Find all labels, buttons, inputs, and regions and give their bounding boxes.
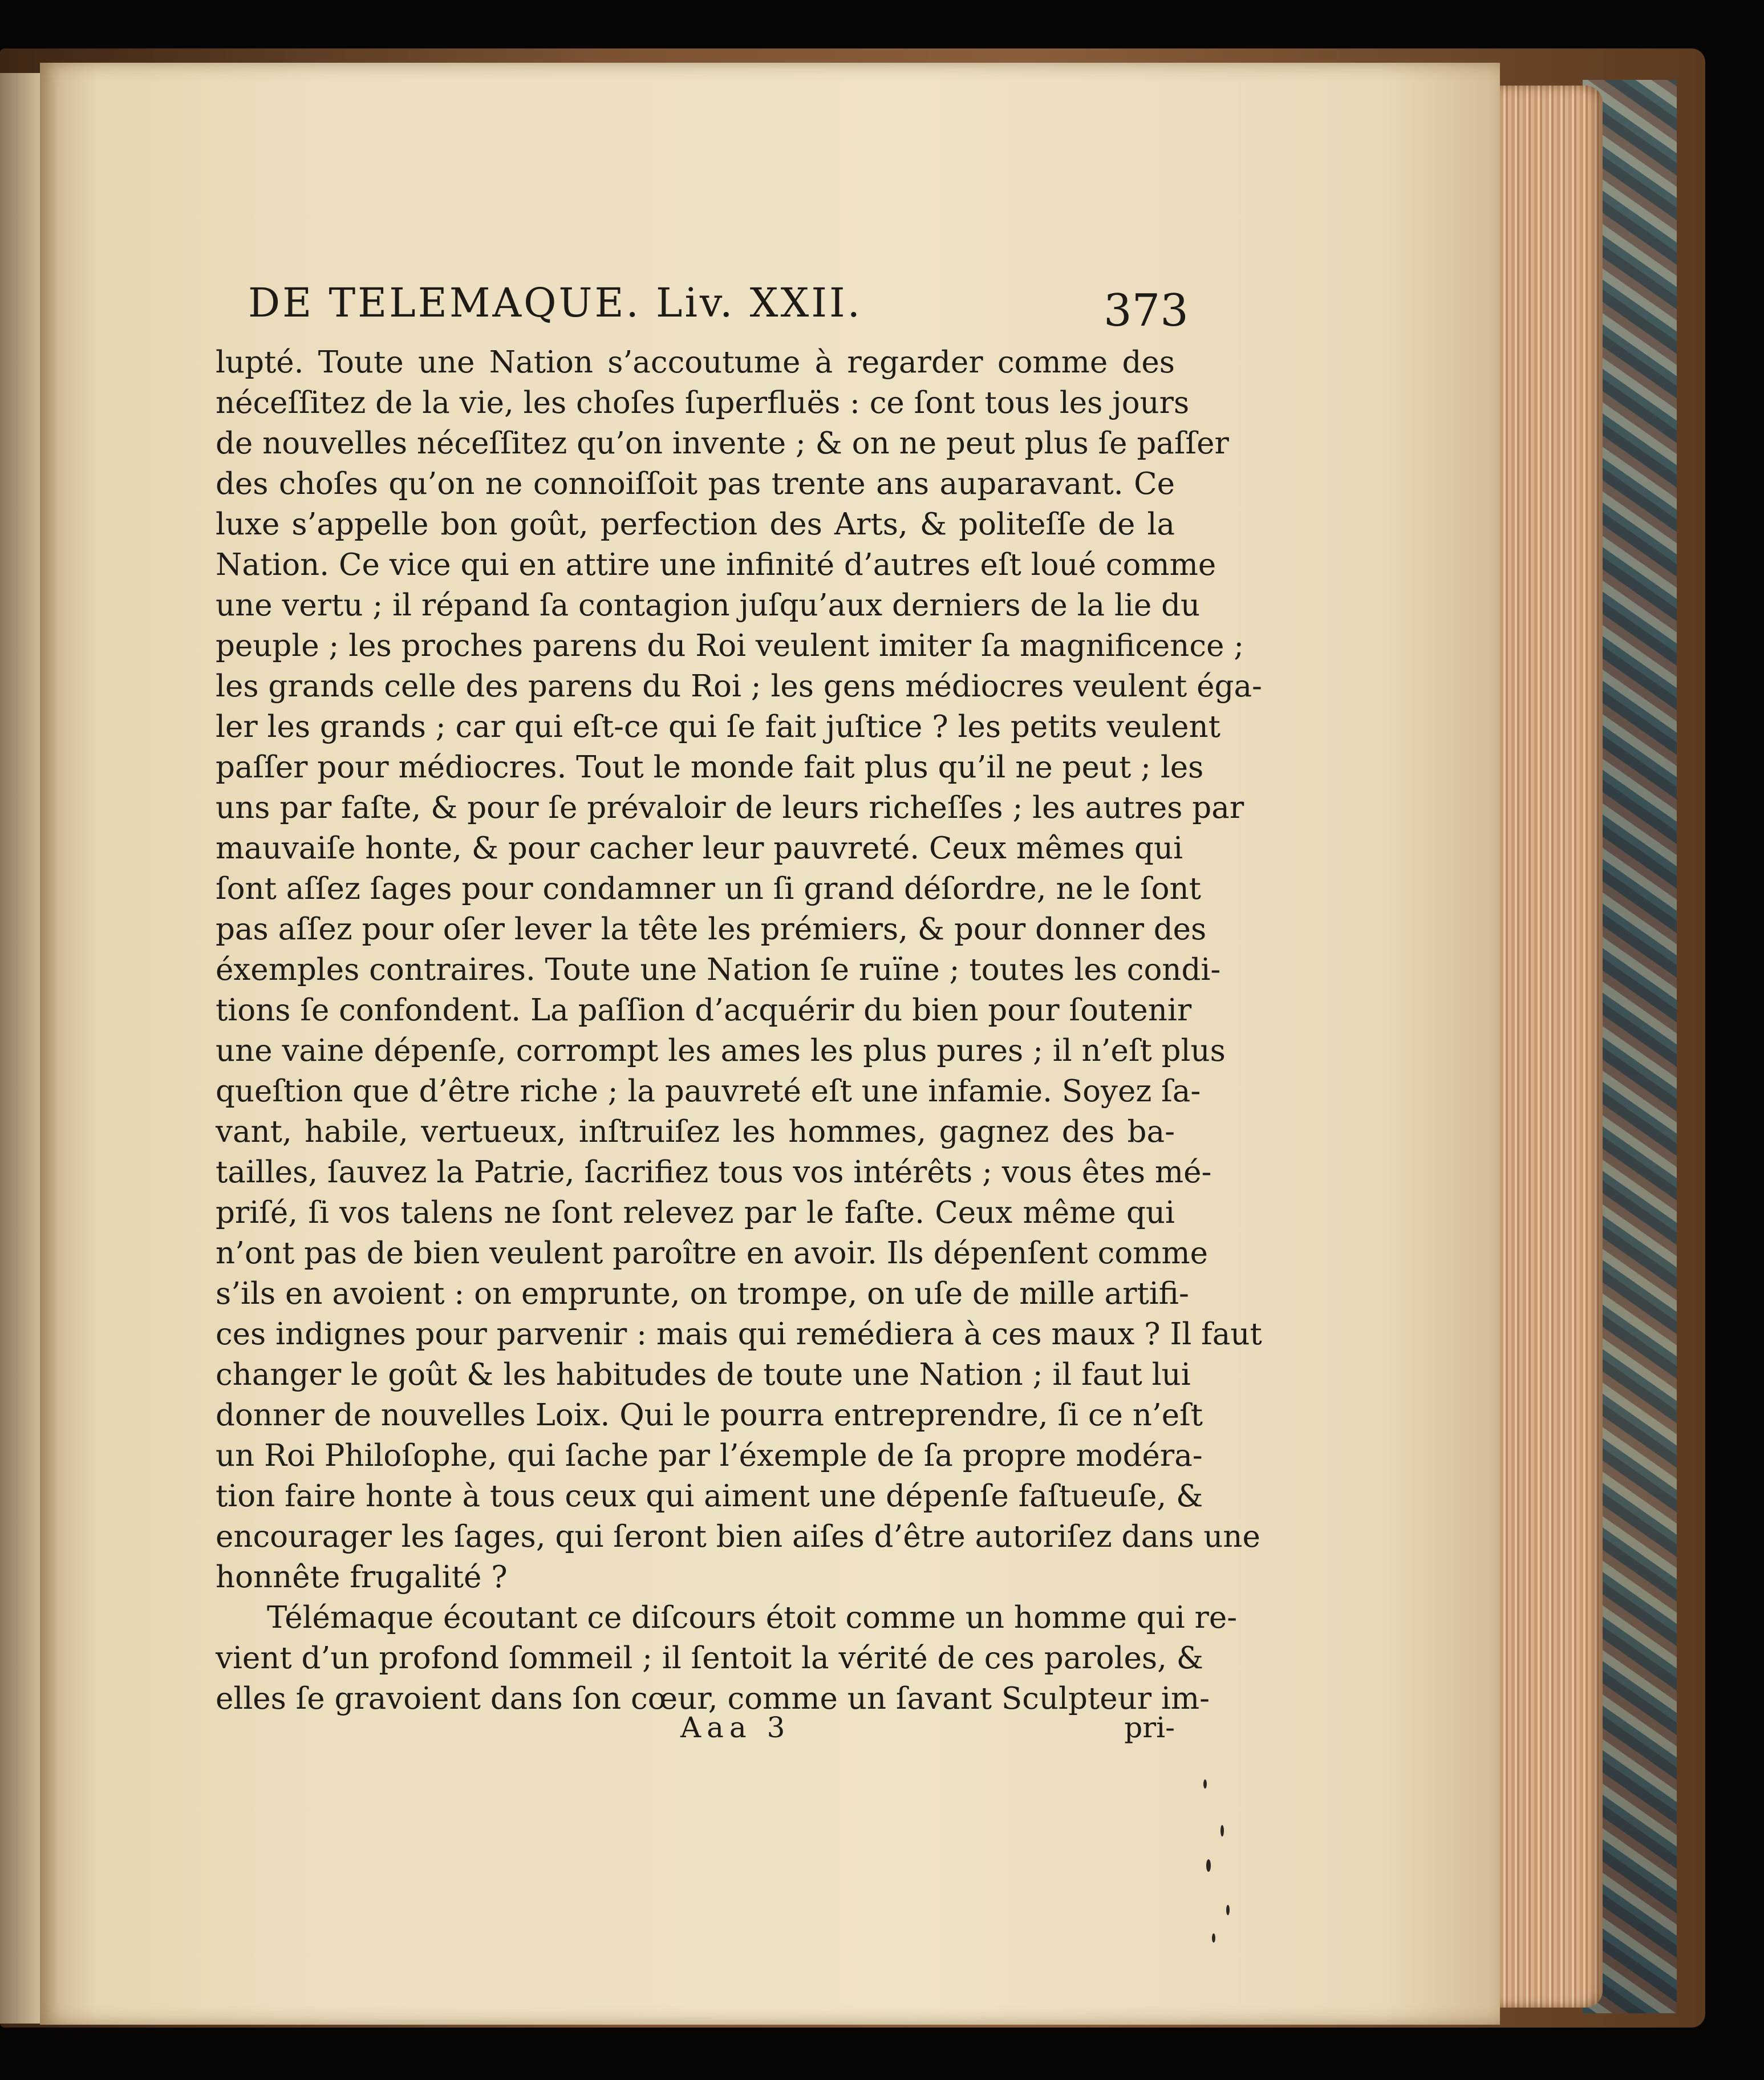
- ink-speck: [1203, 1779, 1207, 1789]
- signature-mark: Aaa 3: [680, 1711, 791, 1744]
- text-line: paſſer pour médiocres. Tout le monde fait plus qu’il ne peut ; les: [216, 750, 1204, 785]
- catchword: pri-: [1124, 1711, 1175, 1744]
- text-line: Nation. Ce vice qui en attire une infinité d’autres eſt loué comme: [216, 548, 1216, 582]
- text-line: s’ils en avoient : on emprunte, on trompe, on uſe de mille artifi-: [216, 1276, 1189, 1311]
- paragraph-start-line: Télémaque écoutant ce diſcours étoit comme un homme qui re-: [267, 1600, 1238, 1635]
- page-number: 373: [1104, 285, 1189, 336]
- previous-page-edge: [0, 73, 40, 2024]
- running-title: DE TELEMAQUE. Liv. XXII.: [248, 279, 862, 326]
- text-line: elles ſe gravoient dans ſon cœur, comme un ſavant Sculpteur im-: [216, 1681, 1210, 1716]
- text-line: mauvaiſe honte, & pour cacher leur pauvreté. Ceux mêmes qui: [216, 831, 1183, 866]
- ink-speck: [1220, 1825, 1224, 1836]
- text-line: ler les grands ; car qui eſt-ce qui ſe fait juſtice ? les petits veulent: [216, 709, 1220, 744]
- text-line: néceſſitez de la vie, les choſes ſuperfluës : ce ſont tous les jours: [216, 386, 1190, 420]
- text-line: priſé, ſi vos talens ne ſont relevez par le faſte. Ceux même qui: [216, 1195, 1175, 1230]
- text-line: tions ſe confondent. La paſſion d’acquérir du bien pour ſoutenir: [216, 993, 1192, 1028]
- ink-speck: [1206, 1859, 1211, 1872]
- text-line: de nouvelles néceſſitez qu’on invente ; & on ne peut plus ſe paſſer: [216, 426, 1229, 461]
- ink-speck: [1226, 1905, 1230, 1915]
- page-edges: [1489, 86, 1603, 2008]
- text-line: des choſes qu’on ne connoiſſoit pas trente ans auparavant. Ce: [216, 467, 1175, 501]
- text-line: luxe s’appelle bon goût, perfection des Arts, & politeſſe de la: [216, 507, 1175, 542]
- text-line: peuple ; les proches parens du Roi veulent imiter ſa magnificence ;: [216, 629, 1244, 663]
- book-page: [40, 63, 1500, 2025]
- text-line: n’ont pas de bien veulent paroître en avoir. Ils dépenſent comme: [216, 1236, 1209, 1271]
- page-footer: [216, 1711, 1175, 1745]
- text-line: vient d’un profond ſommeil ; il ſentoit la vérité de ces paroles, &: [216, 1641, 1203, 1676]
- text-line: tailles, ſauvez la Patrie, ſacrifiez tous vos intérêts ; vous êtes mé-: [216, 1155, 1212, 1190]
- page-body: [216, 342, 1262, 1719]
- text-line: pas aſſez pour oſer lever la tête les prémiers, & pour donner des: [216, 912, 1207, 947]
- text-line: ſont aſſez ſages pour condamner un ſi grand déſordre, ne le ſont: [216, 871, 1201, 906]
- text-line: donner de nouvelles Loix. Qui le pourra entreprendre, ſi ce n’eſt: [216, 1398, 1203, 1433]
- ink-speck: [1212, 1933, 1215, 1943]
- text-line: changer le goût & les habitudes de toute une Nation ; il faut lui: [216, 1357, 1191, 1392]
- text-line: éxemples contraires. Toute une Nation ſe ruïne ; toutes les condi-: [216, 952, 1221, 987]
- text-line: queſtion que d’être riche ; la pauvreté eſt une infamie. Soyez ſa-: [216, 1074, 1201, 1109]
- text-line: une vertu ; il répand ſa contagion juſqu’aux derniers de la lie du: [216, 588, 1201, 623]
- text-line: les grands celle des parens du Roi ; les gens médiocres veulent éga-: [216, 669, 1262, 704]
- running-head: [248, 279, 1189, 348]
- text-line: uns par faſte, & pour ſe prévaloir de leurs richeſſes ; les autres par: [216, 790, 1244, 825]
- text-line: vant, habile, vertueux, inſtruiſez les hommes, gagnez des ba-: [216, 1114, 1175, 1149]
- text-line: ces indignes pour parvenir : mais qui remédiera à ces maux ? Il faut: [216, 1317, 1262, 1352]
- text-line: tion faire honte à tous ceux qui aiment une dépenſe faſtueuſe, &: [216, 1479, 1203, 1514]
- text-line: une vaine dépenſe, corrompt les ames les plus pures ; il n’eſt plus: [216, 1033, 1226, 1068]
- text-line: encourager les ſages, qui ſeront bien aiſes d’être autoriſez dans une: [216, 1519, 1260, 1554]
- text-line: honnête frugalité ?: [216, 1560, 508, 1595]
- text-line: un Roi Philoſophe, qui ſache par l’éxemple de ſa propre modéra-: [216, 1438, 1203, 1473]
- text-line: lupté. Toute une Nation s’accoutume à regarder comme des: [216, 345, 1175, 380]
